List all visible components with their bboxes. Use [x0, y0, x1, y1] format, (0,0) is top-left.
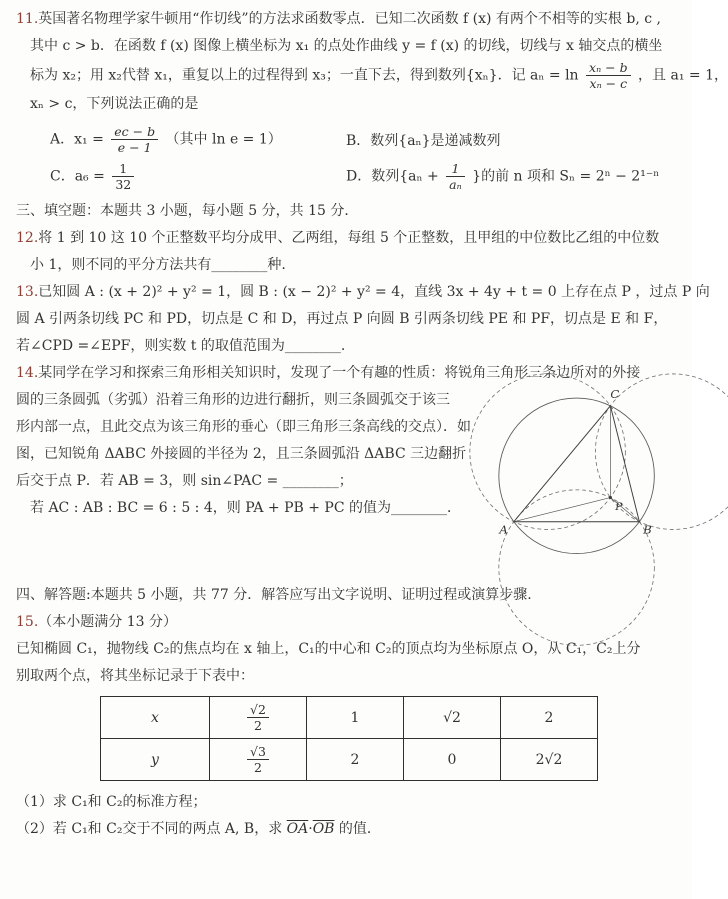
q14-line-4: 图，已知锐角 ΔABC 外接圆的半径为 2，且三条圆弧沿 ΔABC 三边翻折 [16, 446, 467, 462]
q13-line-1 [16, 279, 710, 306]
row-y-cell-3: 0 [404, 739, 501, 781]
q15-part-2-pre: （2）若 C₁和 C₂交于不同的两点 A, B，求 [16, 821, 287, 837]
q11-option-d-fraction [446, 161, 465, 192]
triangle-circumcircle-figure [480, 376, 678, 566]
row-x-cell-3: √2 [404, 697, 501, 739]
q11-option-a-numerator: ec − b [114, 124, 156, 139]
q11-option-c-denominator: 32 [112, 176, 134, 192]
q14-line-2: 圆的三条圆弧（劣弧）沿着三角形的边进行翻折，则三条圆弧交于该三 [16, 392, 450, 408]
row-x-cell-1-denominator: 2 [247, 717, 269, 733]
q11-option-d-post: }的前 n 项和 Sₙ = 2ⁿ − 2¹⁻ⁿ [472, 168, 660, 185]
q12-line-1-text: 将 1 到 10 这 10 个正整数平均分成甲、乙两组，每组 5 个正整数，且甲组的中位数比乙组的中位数 [38, 230, 660, 246]
q13-line-2: 圆 A 引两条切线 PC 和 PD，切点是 C 和 D，再过点 P 向圆 B 引两条切线 PE 和 PF，切点是 E 和 F， [16, 311, 668, 327]
q12-number: 12. [16, 230, 39, 246]
q15-line-3: 别取两个点，将其坐标记录于下表中： [16, 668, 254, 684]
q11-option-b: B．数列{aₙ}是递减数列 [346, 132, 501, 149]
q11-ln-fraction-numerator: xₙ − b [589, 60, 628, 75]
q11-line-2: 其中 c > b．在函数 f (x) 图像上横坐标为 x₁ 的点处作曲线 y = f (x) 的切线，切线与 x 轴交点的横坐 [30, 38, 663, 54]
q14-number: 14. [16, 365, 39, 381]
section-4-header: 四、解答题:本题共 5 小题，共 77 分．解答应写出文字说明、证明过程或演算步骤. [16, 587, 532, 603]
row-x-cell-1-fraction [247, 702, 269, 733]
question-13 [16, 279, 710, 360]
row-y-cell-4: 2√2 [501, 739, 598, 781]
q11-option-c-fraction [112, 161, 134, 192]
q12-line-1 [16, 225, 680, 252]
q11-option-a [50, 124, 346, 155]
q11-option-c-pre: C．a₆ = [50, 168, 105, 185]
q14-line-6: 若 AC : AB : BC = 6 : 5 : 4，则 PA + PB + PC 的值为________． [30, 500, 461, 516]
row-x-label: x [101, 697, 210, 739]
q13-number: 13. [16, 284, 39, 300]
q14-line-1-text: 某同学在学习和探索三角形相关知识时，发现了一个有趣的性质：将锐角三角形三条边所对的外接 [38, 365, 641, 381]
point-p-dot [609, 496, 612, 499]
q11-line-3 [16, 60, 728, 91]
q15-part-1: （1）求 C₁和 C₂的标准方程； [16, 794, 207, 810]
segment-pa [514, 498, 611, 522]
question-15 [16, 609, 680, 843]
row-x-cell-4: 2 [501, 697, 598, 739]
vector-oa: $\overline{OA}$ [286, 821, 309, 837]
row-y-cell-1 [210, 739, 307, 781]
q15-part-2-post: 的值． [334, 821, 381, 837]
row-y-cell-1-denominator: 2 [247, 759, 269, 775]
q13-line-1-text: 已知圆 A : (x + 2)² + y² = 1，圆 B : (x − 2)² + y² = 4，直线 3x + 4y + t = 0 上存在点 P ，过点 P 向 [38, 284, 710, 300]
q11-line-3-pre: 标为 x₂；用 x₂代替 x₁，重复以上的过程得到 x₃；一直下去，得到数列{xₙ}．记 aₙ = ln [30, 67, 579, 84]
q11-option-a-denominator: e − 1 [111, 139, 158, 155]
section-3-header: 三、填空题：本题共 3 小题，每小题 5 分，共 15 分． [16, 203, 359, 219]
row-y-cell-1-numerator: √3 [250, 744, 266, 759]
q15-line-1 [16, 609, 680, 636]
q11-line-1-text: 英国著名物理学家牛顿用“作切线”的方法求函数零点．已知二次函数 f (x) 有两个不相等的实根 b, c , [38, 11, 661, 27]
q11-option-a-pre: A．x₁ = [50, 131, 104, 148]
q11-options-row-1 [16, 124, 680, 155]
row-y-cell-1-fraction [247, 744, 269, 775]
table-row-x [101, 697, 598, 739]
q12-line-2: 小 1，则不同的平分方法共有________种. [30, 257, 286, 273]
q14-line-5: 后交于点 P．若 AB = 3，则 sin∠PAC = ________； [16, 473, 353, 489]
q11-ln-fraction-denominator: xₙ − c [586, 75, 631, 91]
row-y-label: y [101, 739, 210, 781]
question-11 [16, 6, 728, 192]
q15-coordinates-table [100, 696, 598, 781]
question-12 [16, 225, 680, 279]
q11-option-c [50, 161, 346, 192]
row-x-cell-1-numerator: √2 [250, 702, 266, 717]
dot-operator: · [308, 821, 313, 837]
q11-option-a-fraction [111, 124, 158, 155]
q11-option-d-pre: D．数列{aₙ + [346, 168, 439, 185]
table-row-y [101, 739, 598, 781]
circumcircle [499, 398, 655, 554]
q11-option-a-post: （其中 ln e = 1） [165, 131, 282, 148]
q15-part-2 [16, 816, 680, 843]
q11-line-4: xₙ > c，下列说法正确的是 [30, 96, 199, 112]
vector-ob: $\overline{OB}$ [312, 821, 335, 837]
label-b: B [643, 522, 652, 537]
label-c: C [610, 387, 620, 402]
row-y-cell-2: 2 [307, 739, 404, 781]
q11-options-row-2 [16, 161, 680, 192]
label-a: A [499, 522, 508, 537]
q11-option-d [346, 161, 680, 192]
label-p: P [615, 500, 623, 514]
q11-line-1 [16, 6, 680, 33]
reflected-circle-left [470, 374, 626, 530]
q11-option-c-numerator: 1 [119, 161, 128, 176]
q14-line-3: 形内部一点，且此交点为该三角形的垂心（即三角形三条高线的交点）．如 [16, 419, 471, 435]
q11-line-3-post: ，且 a₁ = 1， [638, 67, 728, 84]
question-14 [16, 360, 680, 568]
q15-line-2: 已知椭圆 C₁，抛物线 C₂的焦点均在 x 轴上，C₁的中心和 C₂的顶点均为坐标原点 O，从 C₁，C₂上分 [16, 641, 641, 657]
q15-line-1-text: （本小题满分 13 分） [38, 614, 177, 630]
q15-number: 15. [16, 614, 39, 630]
q11-ln-fraction [586, 60, 631, 91]
row-x-cell-2: 1 [307, 697, 404, 739]
row-x-cell-1 [210, 697, 307, 739]
q11-option-d-denominator: aₙ [446, 176, 465, 192]
q11-number: 11. [16, 11, 39, 27]
q11-option-d-numerator: 1 [451, 161, 460, 176]
q13-line-3: 若∠CPD =∠EPF，则实数 t 的取值范围为________. [16, 338, 346, 354]
